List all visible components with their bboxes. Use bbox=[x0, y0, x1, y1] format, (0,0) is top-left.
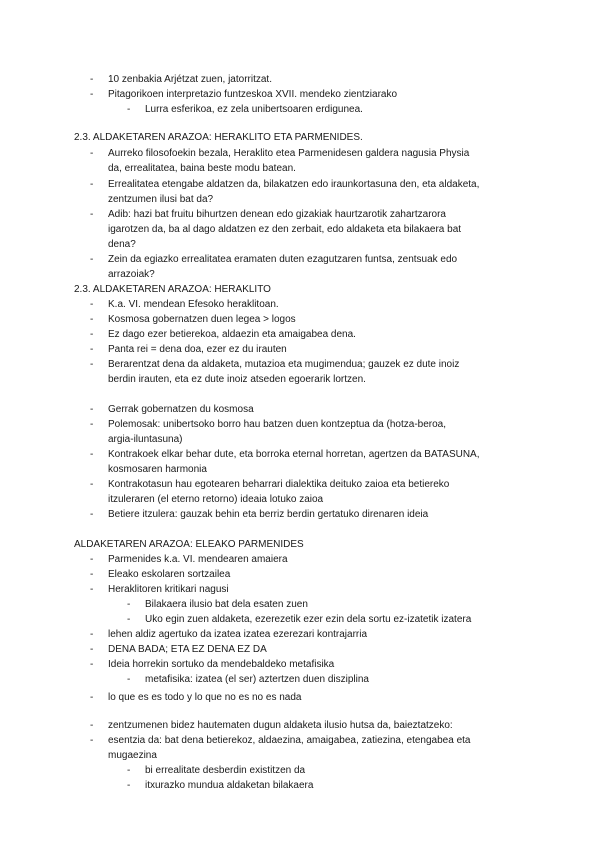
section-heading: 2.3. ALDAKETAREN ARAZOA: HERAKLITO ETA PARMENIDES. bbox=[74, 132, 363, 143]
sub-list-item: Bilakaera ilusio bat dela esaten zuen bbox=[145, 599, 308, 610]
list-item: Aurreko filosofoekin bezala, Heraklito etea Parmenidesen galdera nagusia Physia bbox=[108, 148, 470, 159]
bullet-dash: - bbox=[90, 692, 94, 703]
list-item: Panta rei = dena doa, ezer ez du irauten bbox=[108, 344, 287, 355]
sub-list-item: metafisika: izatea (el ser) aztertzen duen disziplina bbox=[145, 674, 369, 685]
bullet-dash: - bbox=[90, 148, 94, 159]
bullet-dash: - bbox=[90, 509, 94, 520]
bullet-dash: - bbox=[90, 254, 94, 265]
bullet-dash: - bbox=[90, 314, 94, 325]
list-item: lehen aldiz agertuko da izatea izatea ezerezari kontrajarria bbox=[108, 629, 368, 640]
bullet-dash: - bbox=[90, 179, 94, 190]
list-item: Pitagorikoen interpretazio funtzeskoa XVII. mendeko zientziarako bbox=[108, 89, 398, 100]
sub-list-item: Uko egin zuen aldaketa, ezerezetik ezer ezin dela sortu ez-izatetik izatera bbox=[145, 614, 472, 625]
sub-list-item: Lurra esferikoa, ez zela unibertsoaren erdigunea. bbox=[145, 104, 363, 115]
bullet-dash: - bbox=[90, 449, 94, 460]
list-item-continuation: dena? bbox=[108, 239, 136, 250]
sub-bullet-dash: - bbox=[127, 614, 131, 625]
bullet-dash: - bbox=[90, 359, 94, 370]
list-item: Kontrakoek elkar behar dute, eta borroka eternal horretan, agertzen da BATASUNA, bbox=[108, 449, 480, 460]
list-item: Polemosak: unibertsoko borro hau batzen duen kontzeptua da (hotza-beroa, bbox=[108, 419, 446, 430]
bullet-dash: - bbox=[90, 419, 94, 430]
list-item: Errealitatea etengabe aldatzen da, bilakatzen edo iraunkortasuna den, eta aldaketa, bbox=[108, 179, 480, 190]
bullet-dash: - bbox=[90, 479, 94, 490]
bullet-dash: - bbox=[90, 299, 94, 310]
list-item: Ideia horrekin sortuko da mendebaldeko metafisika bbox=[108, 659, 335, 670]
sub-bullet-dash: - bbox=[127, 780, 131, 791]
list-item: Berarentzat dena da aldaketa, mutazioa eta mugimendua; gauzek ez dute inoiz bbox=[108, 359, 460, 370]
list-item: Kontrakotasun hau egotearen beharrari dialektika deituko zaioa eta betiereko bbox=[108, 479, 450, 490]
list-item: DENA BADA; ETA EZ DENA EZ DA bbox=[108, 644, 267, 655]
sub-bullet-dash: - bbox=[127, 599, 131, 610]
bullet-dash: - bbox=[90, 659, 94, 670]
sub-bullet-dash: - bbox=[127, 104, 131, 115]
list-item: lo que es es todo y lo que no es no es nada bbox=[108, 692, 302, 703]
list-item-continuation: igarotzen da, ba al dago aldatzen ez den zerbait, edo aldaketa eta bilakaera bat bbox=[108, 224, 462, 235]
list-item: Adib: hazi bat fruitu bihurtzen denean edo gizakiak haurtzarotik zahartzarora bbox=[108, 209, 446, 220]
list-item-continuation: itzuleraren (el eterno retorno) ideaia lotuko zaioa bbox=[108, 494, 324, 505]
list-item: Gerrak gobernatzen du kosmosa bbox=[108, 404, 254, 415]
list-item-continuation: zentzumen ilusi bat da? bbox=[108, 194, 214, 205]
list-item-continuation: argia-iluntasuna) bbox=[108, 434, 183, 445]
bullet-dash: - bbox=[90, 644, 94, 655]
list-item: esentzia da: bat dena betierekoz, aldaezina, amaigabea, zatiezina, etengabea eta bbox=[108, 735, 471, 746]
bullet-dash: - bbox=[90, 329, 94, 340]
list-item: Kosmosa gobernatzen duen legea > logos bbox=[108, 314, 296, 325]
list-item-continuation: arrazoiak? bbox=[108, 269, 155, 280]
bullet-dash: - bbox=[90, 735, 94, 746]
list-item: K.a. VI. mendean Efesoko heraklitoan. bbox=[108, 299, 279, 310]
list-item: Betiere itzulera: gauzak behin eta berriz berdin gertatuko direnaren ideia bbox=[108, 509, 429, 520]
bullet-dash: - bbox=[90, 720, 94, 731]
bullet-dash: - bbox=[90, 404, 94, 415]
list-item: Heraklitoren kritikari nagusi bbox=[108, 584, 229, 595]
list-item: 10 zenbakia Arjétzat zuen, jatorritzat. bbox=[108, 74, 272, 85]
section-heading: ALDAKETAREN ARAZOA: ELEAKO PARMENIDES bbox=[74, 539, 304, 550]
list-item-continuation: da, errealitatea, baina beste modu batean. bbox=[108, 163, 296, 174]
list-item: zentzumenen bidez hautematen dugun aldaketa ilusio hutsa da, baieztatzeko: bbox=[108, 720, 453, 731]
list-item-continuation: mugaezina bbox=[108, 750, 157, 761]
bullet-dash: - bbox=[90, 569, 94, 580]
list-item: Parmenides k.a. VI. mendearen amaiera bbox=[108, 554, 288, 565]
bullet-dash: - bbox=[90, 584, 94, 595]
sub-list-item: bi errealitate desberdin existitzen da bbox=[145, 765, 306, 776]
bullet-dash: - bbox=[90, 554, 94, 565]
bullet-dash: - bbox=[90, 209, 94, 220]
sub-bullet-dash: - bbox=[127, 674, 131, 685]
list-item: Ez dago ezer betierekoa, aldaezin eta amaigabea dena. bbox=[108, 329, 356, 340]
list-item: Zein da egiazko errealitatea eramaten duten ezagutzaren funtsa, zentsuak edo bbox=[108, 254, 458, 265]
list-item: Eleako eskolaren sortzailea bbox=[108, 569, 231, 580]
bullet-dash: - bbox=[90, 344, 94, 355]
bullet-dash: - bbox=[90, 629, 94, 640]
bullet-dash: - bbox=[90, 74, 94, 85]
list-item-continuation: kosmosaren harmonia bbox=[108, 464, 207, 475]
bullet-dash: - bbox=[90, 89, 94, 100]
sub-list-item: itxurazko mundua aldaketan bilakaera bbox=[145, 780, 314, 791]
list-item-continuation: berdin irauten, eta ez dute inoiz atseden egoerarik lortzen. bbox=[108, 374, 366, 385]
sub-bullet-dash: - bbox=[127, 765, 131, 776]
section-heading: 2.3. ALDAKETAREN ARAZOA: HERAKLITO bbox=[74, 284, 271, 295]
